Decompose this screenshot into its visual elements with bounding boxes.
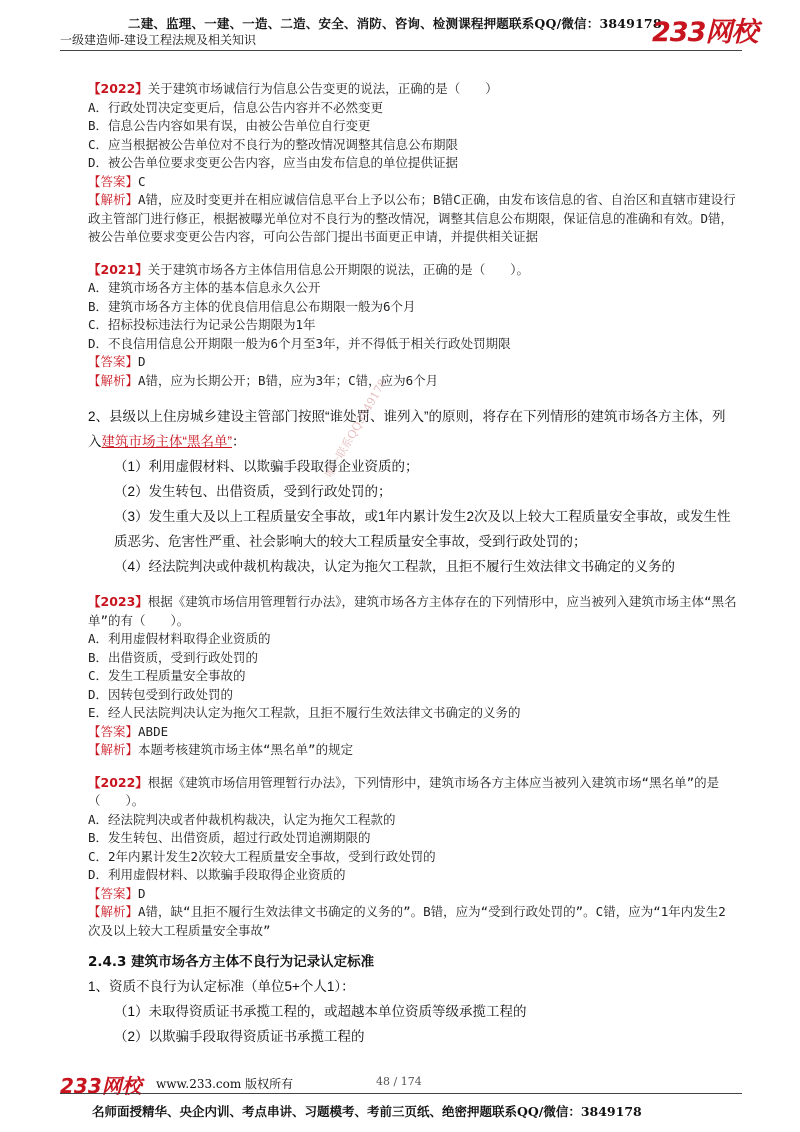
page-number: 48 / 174 [376, 1075, 422, 1088]
footer-logo[interactable]: 233网校 [60, 1074, 142, 1098]
option: D．因转包受到行政处罚的 [88, 686, 234, 702]
question-block [88, 774, 738, 941]
analysis-label: 【解析】 [88, 904, 139, 919]
option: B．建筑市场各方主体的优良信用信息公布期限一般为6个月 [88, 298, 416, 314]
option: D．利用虚假材料、以欺骗手段取得企业资质的 [88, 867, 346, 882]
footer-divider [60, 1093, 742, 1094]
answer-label: 【答案】 [88, 173, 139, 189]
question-stem: 根据《建筑市场信用管理暂行办法》，下列情形中，建筑市场各方主体应当被列入建筑市场“黑名单”的是（ ）。 [88, 774, 720, 808]
analysis-label: 【解析】 [88, 742, 139, 757]
answer-value: ABDE [138, 723, 169, 739]
answer-value: C [138, 173, 146, 189]
header-divider [60, 50, 742, 51]
analysis-text: A错，应为长期公开；B错，应为3年；C错，应为6个月 [138, 372, 439, 388]
question-year-tag: 【2022】 [88, 81, 148, 96]
watermark: 唯一联系QQ3849178 [322, 376, 390, 480]
page-footer [0, 1060, 800, 1132]
rule-item: （4）经法院判决或仲裁机构裁决，认定为拖欠工程款，且拒不履行生效法律文书确定的义务的 [114, 559, 676, 574]
option: D．不良信用信息公开期限一般为6个月至3年，并不得低于相关行政处罚期限 [88, 335, 511, 351]
footer-promo: 名师面授精华、央企内训、考点串讲、习题模考、考前三页纸、绝密押题联系QQ/微信：3849178 [92, 1104, 642, 1119]
question-stem: 关于建筑市场各方主体信用信息公开期限的说法，正确的是（ ）。 [147, 261, 530, 277]
section-item: （2）以欺骗手段取得资质证书承揽工程的 [114, 1029, 365, 1044]
option: C．应当根据被公告单位对不良行为的整改情况调整其信息公布期限 [88, 136, 459, 152]
option: D．被公告单位要求变更公告内容，应当由发布信息的单位提供证据 [88, 155, 459, 170]
option: B．信息公告内容如果有误，由被公告单位自行变更 [88, 118, 371, 133]
option: B．出借资质，受到行政处罚的 [88, 649, 259, 665]
section-item: （1）未取得资质证书承揽工程的，或超越本单位资质等级承揽工程的 [114, 1004, 527, 1019]
header-contact-line: 二建、监理、一建、一造、二造、安全、消防、咨询、检测课程押题联系QQ/微信：3849178 [128, 16, 662, 31]
question-stem: 关于建筑市场诚信行为信息公告变更的说法，正确的是（ ） [147, 81, 498, 96]
option: B．发生转包、出借资质，超过行政处罚追溯期限的 [88, 830, 371, 845]
header-subject: 一级建造师-建设工程法规及相关知识 [60, 33, 257, 47]
section-line: 1、资质不良行为认定标准（单位5+个人1）： [88, 979, 355, 994]
option: E．经人民法院判决认定为拖欠工程款，且拒不履行生效法律文书确定的义务的 [88, 705, 521, 720]
analysis-text: A错，应及时变更并在相应诚信信息平台上予以公布；B错C正确，由发布该信息的省、自治区和直辖市建设行政主管部门进行修正，根据被曝光单位对不良行为的整改情况，调整其信息公布期限，保证信息的准确和有效。D错，被公告单位要求变更公告内容，可向公告部门提出书面更正申请，并提供相关证据 [88, 192, 736, 244]
option: C．招标投标违法行为记录公告期限为1年 [88, 317, 316, 332]
option: A．行政处罚决定变更后，信息公告内容并不必然变更 [88, 99, 384, 115]
rule-item: （1）利用虚假材料、以欺骗手段取得企业资质的； [114, 459, 419, 474]
rule-item: （2）发生转包、出借资质，受到行政处罚的； [114, 484, 392, 499]
page-content [88, 80, 738, 1049]
header-logo[interactable]: 233网校 [652, 17, 758, 48]
option: A．经法院判决或者仲裁机构裁决，认定为拖欠工程款的 [88, 811, 396, 827]
answer-value: D [138, 354, 146, 369]
analysis-text: A错，缺“且拒不履行生效法律文书确定的义务的”。B错，应为“受到行政处罚的”。C错，应为“1年内发生2次及以上较大工程质量安全事故” [88, 904, 726, 938]
rule-intro: 2、县级以上住房城乡建设主管部门按照“谁处罚、谁列入”的原则，将存在下列情形的建筑市场各方主体，列入建筑市场主体“黑名单”： [88, 409, 726, 449]
question-block [88, 593, 738, 760]
option: A．利用虚假材料取得企业资质的 [88, 631, 271, 646]
question-block [88, 80, 738, 247]
answer-label: 【答案】 [88, 885, 139, 901]
blacklist-rules [88, 404, 738, 579]
rule-item: （3）发生重大及以上工程质量安全事故，或1年内累计发生2次及以上较大工程质量安全事故，或发生性质恶劣、危害性严重、社会影响大的较大工程质量安全事故，受到行政处罚的； [114, 509, 731, 549]
answer-label: 【答案】 [88, 723, 139, 739]
answer-value: D [138, 885, 146, 901]
answer-label: 【答案】 [88, 354, 139, 369]
option: C．2年内累计发生2次较大工程质量安全事故，受到行政处罚的 [88, 848, 436, 864]
analysis-label: 【解析】 [88, 372, 139, 388]
option: C．发生工程质量安全事故的 [88, 668, 246, 683]
footer-copyright[interactable]: www.233.com 版权所有 [156, 1077, 294, 1091]
question-year-tag: 【2023】 [88, 594, 148, 609]
blacklist-term: “黑名单” [182, 434, 232, 449]
question-year-tag: 【2021】 [88, 261, 148, 277]
section-heading: 2.4.3 建筑市场各方主体不良行为记录认定标准 [88, 954, 375, 970]
analysis-label: 【解析】 [88, 192, 139, 207]
question-stem: 根据《建筑市场信用管理暂行办法》，建筑市场各方主体存在的下列情形中，应当被列入建筑市场主体“黑名单”的有（ ）。 [88, 594, 737, 628]
question-block [88, 261, 738, 391]
question-year-tag: 【2022】 [88, 774, 148, 790]
page-header [0, 0, 800, 52]
option: A．建筑市场各方主体的基本信息永久公开 [88, 280, 321, 295]
analysis-text: 本题考核建筑市场主体“黑名单”的规定 [138, 742, 354, 757]
blacklist-term: 建筑市场主体 [101, 434, 183, 449]
section-standards [88, 950, 738, 1049]
